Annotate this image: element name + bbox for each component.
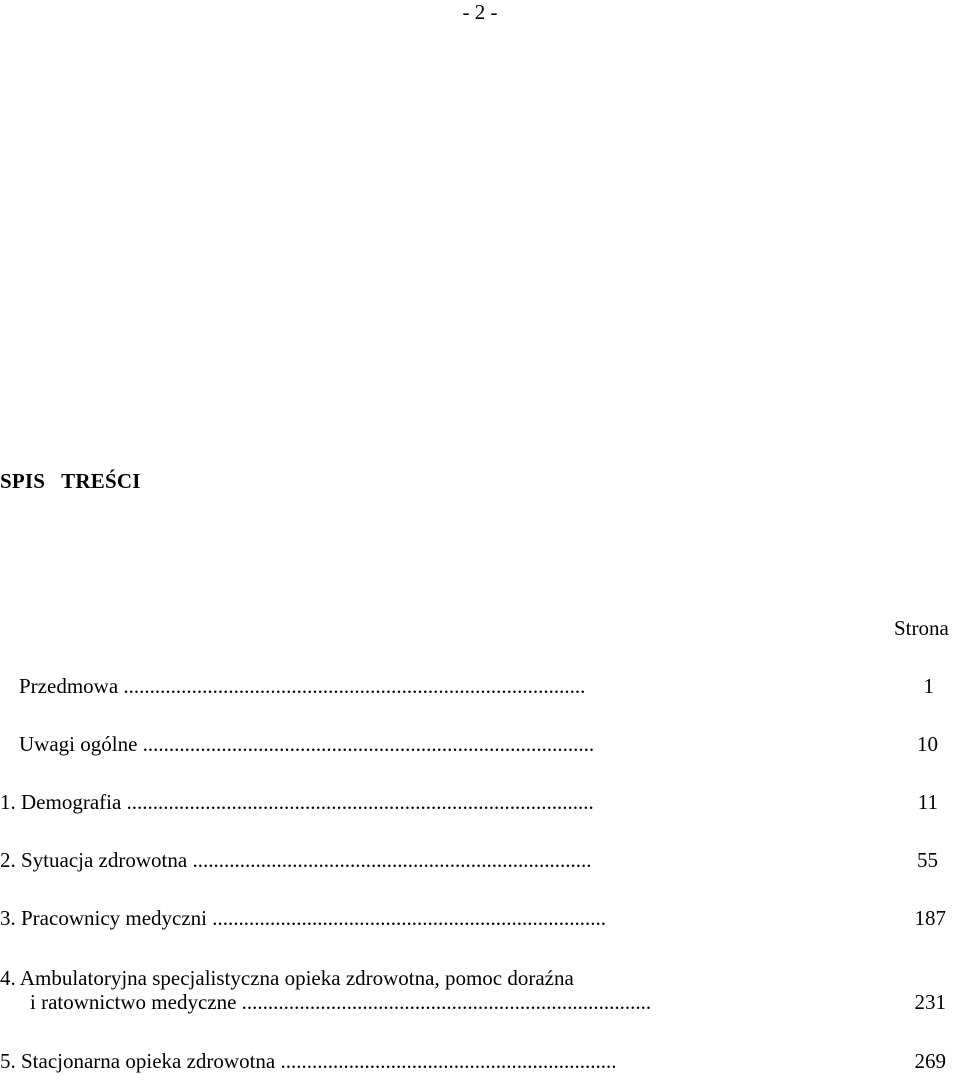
toc-entry-page: 10 xyxy=(917,732,938,756)
toc-entry-page: 231 xyxy=(914,990,946,1014)
toc-entry-page: 11 xyxy=(917,790,938,814)
toc-entry-ambulatoryjna[interactable] xyxy=(0,966,960,1014)
page-column-label: Strona xyxy=(894,616,949,640)
toc-entry-text: Uwagi ogólne ...................................................................................... xyxy=(19,732,595,756)
toc-entry-page: 1 xyxy=(923,674,934,698)
toc-title-word-1: SPIS xyxy=(0,469,46,493)
toc-entry-uwagi-ogolne[interactable] xyxy=(0,732,960,756)
toc-entry-text: 5. Stacjonarna opieka zdrowotna ................................................................ xyxy=(0,1049,617,1073)
toc-entry-page: 269 xyxy=(914,1049,946,1073)
toc-entry-text-line-2: i ratownictwo medyczne .............................................................................. xyxy=(30,990,652,1014)
toc-entry-stacjonarna-opieka[interactable] xyxy=(0,1049,960,1073)
toc-entry-page: 55 xyxy=(917,848,938,872)
page-number: - 2 - xyxy=(462,0,498,24)
toc-entry-przedmowa[interactable] xyxy=(0,674,960,698)
toc-entry-text: 3. Pracownicy medyczni ........................................................................... xyxy=(0,906,607,930)
toc-entry-demografia[interactable] xyxy=(0,790,960,814)
toc-entry-sytuacja-zdrowotna[interactable] xyxy=(0,848,960,872)
toc-entry-text: Przedmowa ........................................................................................ xyxy=(19,674,586,698)
toc-entry-text: 1. Demografia ......................................................................................... xyxy=(0,790,594,814)
toc-entry-text: 2. Sytuacja zdrowotna ............................................................................ xyxy=(0,848,592,872)
toc-entry-pracownicy-medyczni[interactable] xyxy=(0,906,960,930)
toc-entry-page: 187 xyxy=(914,906,946,930)
toc-title-word-2: TREŚCI xyxy=(61,469,141,493)
toc-title xyxy=(0,469,141,493)
toc-entry-text-line-1: 4. Ambulatoryjna specjalistyczna opieka zdrowotna, pomoc doraźna xyxy=(0,966,574,990)
